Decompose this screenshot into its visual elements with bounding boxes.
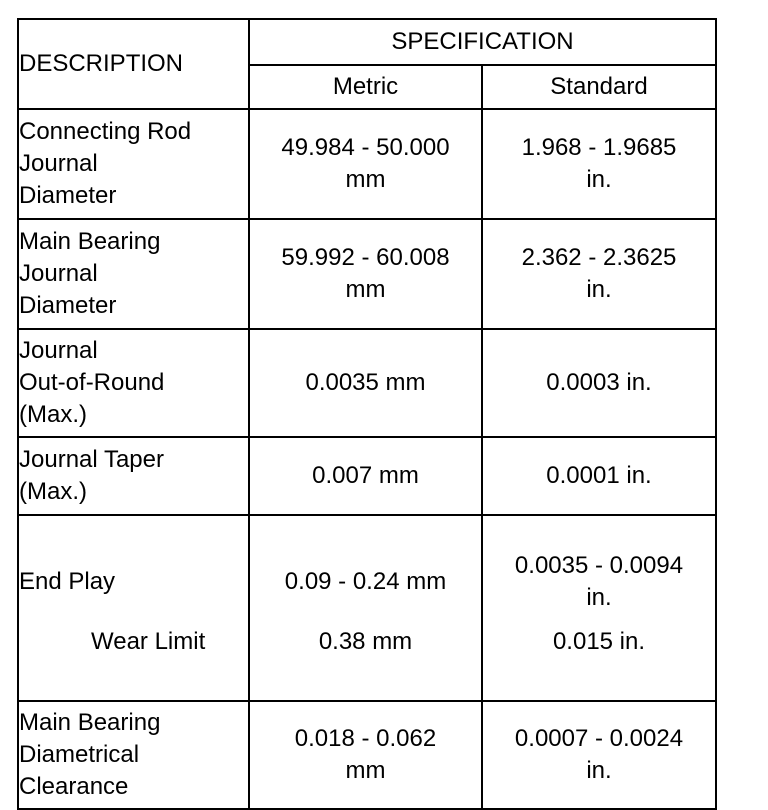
row-description: End Play xyxy=(19,568,116,595)
table-row xyxy=(18,701,716,809)
row-metric-value: 0.0035 mm xyxy=(249,329,482,437)
header-metric: Metric xyxy=(249,65,482,109)
row-metric-group xyxy=(249,515,482,701)
row-sub-metric-value: 0.38 mm xyxy=(318,628,413,655)
row-description-group xyxy=(18,515,249,701)
specification-table xyxy=(17,18,717,810)
row-metric-value: 0.09 - 0.24 mm xyxy=(284,568,447,595)
table-row xyxy=(18,329,716,437)
row-metric-value: 49.984 - 50.000 mm xyxy=(249,109,482,219)
table-row xyxy=(18,109,716,219)
row-standard-value: 1.968 - 1.9685 in. xyxy=(482,109,716,219)
header-description: DESCRIPTION xyxy=(18,19,249,109)
row-sub-description: Wear Limit xyxy=(91,628,206,655)
row-standard-value: 0.0003 in. xyxy=(482,329,716,437)
table-row xyxy=(18,515,716,701)
row-description: Journal Out-of-Round (Max.) xyxy=(18,329,249,437)
row-standard-value: 0.0001 in. xyxy=(482,437,716,515)
row-description: Main Bearing Diametrical Clearance xyxy=(18,701,249,809)
row-metric-value: 0.007 mm xyxy=(249,437,482,515)
row-description: Connecting Rod Journal Diameter xyxy=(18,109,249,219)
row-metric-value: 0.018 - 0.062 mm xyxy=(249,701,482,809)
table-row xyxy=(18,437,716,515)
row-sub-standard-value: 0.015 in. xyxy=(552,628,646,655)
row-standard-group xyxy=(482,515,716,701)
header-row-top xyxy=(18,19,716,65)
row-metric-value: 59.992 - 60.008 mm xyxy=(249,219,482,329)
row-standard-value: 2.362 - 2.3625 in. xyxy=(482,219,716,329)
header-standard: Standard xyxy=(482,65,716,109)
table-row xyxy=(18,219,716,329)
row-description: Journal Taper (Max.) xyxy=(18,437,249,515)
row-standard-value: 0.0007 - 0.0024 in. xyxy=(482,701,716,809)
header-specification: SPECIFICATION xyxy=(249,19,716,65)
row-description: Main Bearing Journal Diameter xyxy=(18,219,249,329)
row-standard-value: 0.0035 - 0.0094 in. xyxy=(514,552,684,611)
